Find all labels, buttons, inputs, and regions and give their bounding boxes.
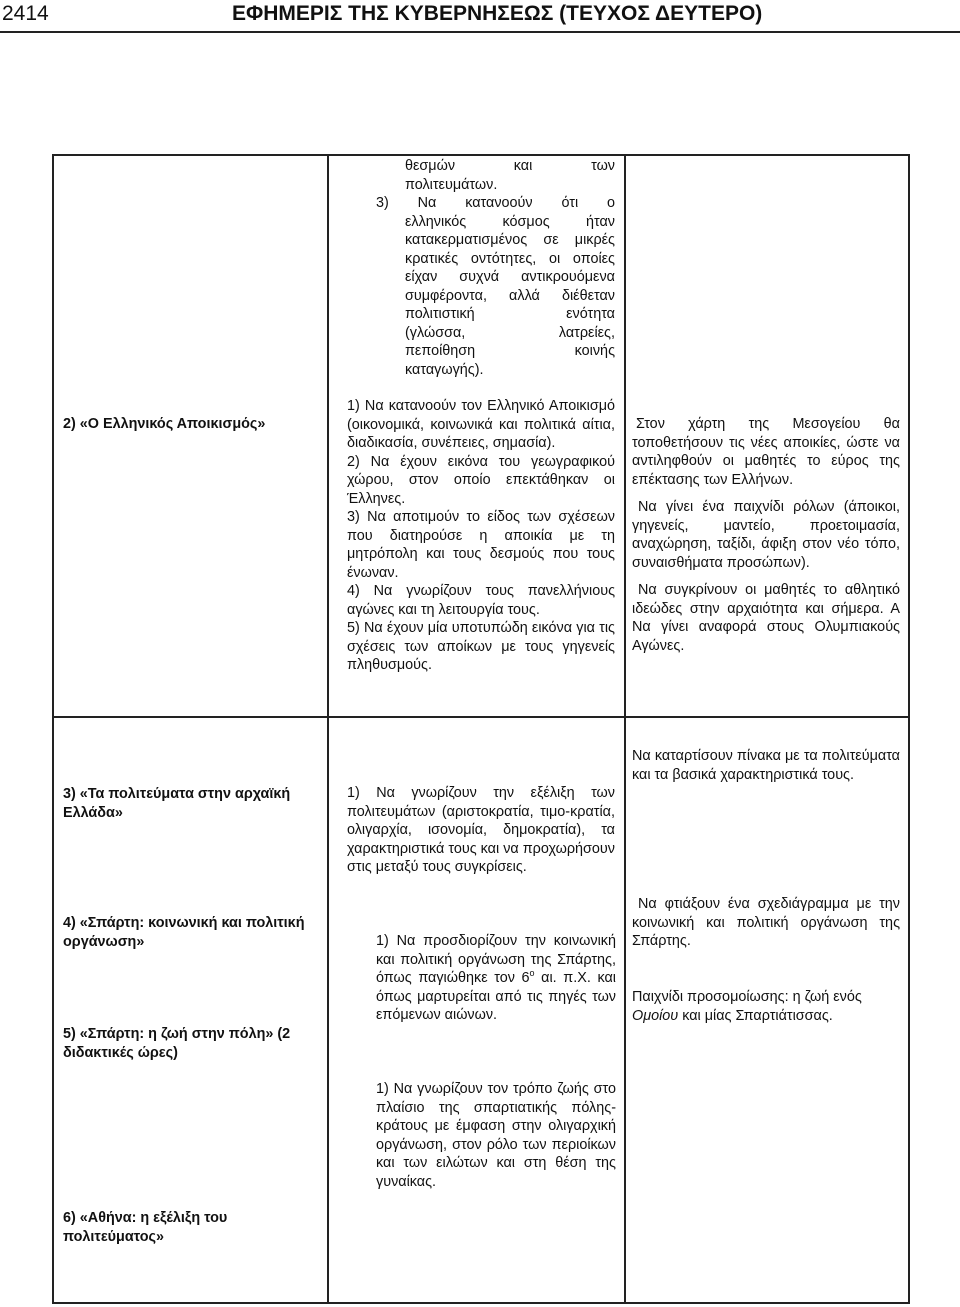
row2-goals <box>347 397 615 675</box>
unit-title: 3) «Τα πολιτεύματα στην αρχαϊκή Ελλάδα» <box>63 786 291 821</box>
unit-title: 5) «Σπάρτη: η ζωή στην πόλη» (2 διδακτικές ώρες) <box>63 1026 291 1061</box>
row3-activity-diagram: Να φτιάξουν ένα σχεδιάγραμμα με την κοινωνική και πολιτική οργάνωση της Σπάρτης. <box>632 896 900 949</box>
unit-title: 4) «Σπάρτη: κοινωνική και πολιτική οργάνωση» <box>63 915 305 950</box>
unit-title: 6) «Αθήνα: η εξέλιξη του πολιτεύματος» <box>63 1210 228 1245</box>
table-border-top <box>52 154 910 156</box>
column-divider-2 <box>624 154 626 1304</box>
text-line: κατακερματισμένος σε μικρές <box>405 232 615 248</box>
table-border-left <box>52 154 54 1304</box>
header-rule <box>0 31 960 33</box>
activity-item: Στον χάρτη της Μεσογείου θα τοποθετήσουν τις νέες αποικίες, ώστε να αντιληφθούν οι μαθητές το εύρος της επέκτασης των Ελλήνων. <box>632 416 900 488</box>
goal-item: 5) Να έχουν μία υποτυπώδη εικόνα για τις σχέσεις των αποίκων με τους γηγενείς πληθυσμούς. <box>347 620 615 673</box>
text-line: κρατικές οντότητες, οι οποίες <box>405 250 615 267</box>
row3-goal-sparta-life: 1) Να γνωρίζουν τον τρόπο ζωής στο πλαίσιο της σπαρτιατικής πόλης-κράτους με έμφαση στην ολιγαρχική οργάνωση, στον ρόλο των περιοίκων και των ειλώτων και στη θέση της γυναίκας. <box>376 1081 616 1190</box>
text-line: πεποίθηση κοινής <box>405 343 615 359</box>
page-number: 2414 <box>2 2 49 25</box>
goal-item: 3) Να αποτιμούν το είδος των σχέσεων που διατηρούσε η αποικία με τη μητρόπολη και τους δεσμούς που τους ένωναν. <box>347 509 615 581</box>
text-line: πολιτευμάτων. <box>405 176 498 193</box>
text-line: 3) Να κατανοούν ότι ο <box>376 195 615 211</box>
gazette-title: ΕΦΗΜΕΡΙΣ ΤΗΣ ΚΥΒΕΡΝΗΣΕΩΣ (ΤΕΥΧΟΣ ΔΕΥΤΕΡΟ) <box>232 2 763 25</box>
activity-item: Να συγκρίνουν οι μαθητές το αθλητικό ιδεώδες στην αρχαιότητα και σήμερα. Α Να γίνει αναφορά στους Ολυμπιακούς Αγώνες. <box>632 582 900 654</box>
text-line: συμφέροντα, αλλά διέθεταν <box>405 287 615 304</box>
row3-activity-simulation: Παιχνίδι προσομοίωσης: η ζωή ενός Ομοίου και μίας Σπαρτιάτισσας. <box>632 989 862 1024</box>
row-divider <box>52 716 910 718</box>
text-line: (γλώσσα, λατρείες, <box>405 324 615 341</box>
page-header <box>0 0 960 30</box>
row3-goal-sparta-organisation: 1) Να προσδιορίζουν την κοινωνική και πολιτική οργάνωση της Σπάρτης, όπως παγιώθηκε τον $6^o$ αι. π.Χ. και όπως μαρτυρείται από τις πηγές των επόμενων αιώνων. <box>376 933 616 1023</box>
row3-activity-table: Να καταρτίσουν πίνακα με τα πολιτεύματα και τα βασικά χαρακτηριστικά τους. <box>632 748 900 783</box>
goal-item: 1) Να κατανοούν τον Ελληνικό Αποικισμό (οικονομικά, κοινωνικά και πολιτικά αίτια, διαδικασία, συνέπειες, σημασία). <box>347 398 615 451</box>
text-line: ελληνικός κόσμος ήταν <box>405 213 615 230</box>
text-line: πολιτιστική ενότητα <box>405 306 615 322</box>
activity-item: Να γίνει ένα παιχνίδι ρόλων (άποικοι, γηγενείς, μαντείο, προετοιμασία, αναχώρηση, ταξίδι, άφιξη στον νέο τόπο, συναισθήματα προσώπων). <box>632 499 900 571</box>
text-line: είχαν συχνά αντικρουόμενα <box>405 269 615 285</box>
row3-goal-politeumata: 1) Να γνωρίζουν την εξέλιξη των πολιτευμάτων (αριστοκρατία, τιμο-κρατία, ολιγαρχία, ισονομία, δημοκρατία), τα χαρακτηριστικά τους και να προχωρήσουν στις μεταξύ τους συγκρίσεις. <box>347 785 615 875</box>
table-border-right <box>908 154 910 1304</box>
row1-goals-continuation <box>376 157 615 379</box>
row2-activities <box>632 415 900 655</box>
goal-item: 2) Να έχουν εικόνα του γεωγραφικού χώρου, στον οποίο επεκτάθηκαν οι Έλληνες. <box>347 453 615 507</box>
goal-item: 4) Να γνωρίζουν τους πανελλήνιους αγώνες και τη λειτουργία τους. <box>347 583 615 618</box>
text-line: καταγωγής). <box>405 361 484 378</box>
column-divider-1 <box>327 154 329 1304</box>
table-border-bottom <box>52 1302 910 1304</box>
unit-title: 2) «Ο Ελληνικός Αποικισμός» <box>63 416 266 432</box>
text-line: θεσμών και των <box>405 158 615 174</box>
